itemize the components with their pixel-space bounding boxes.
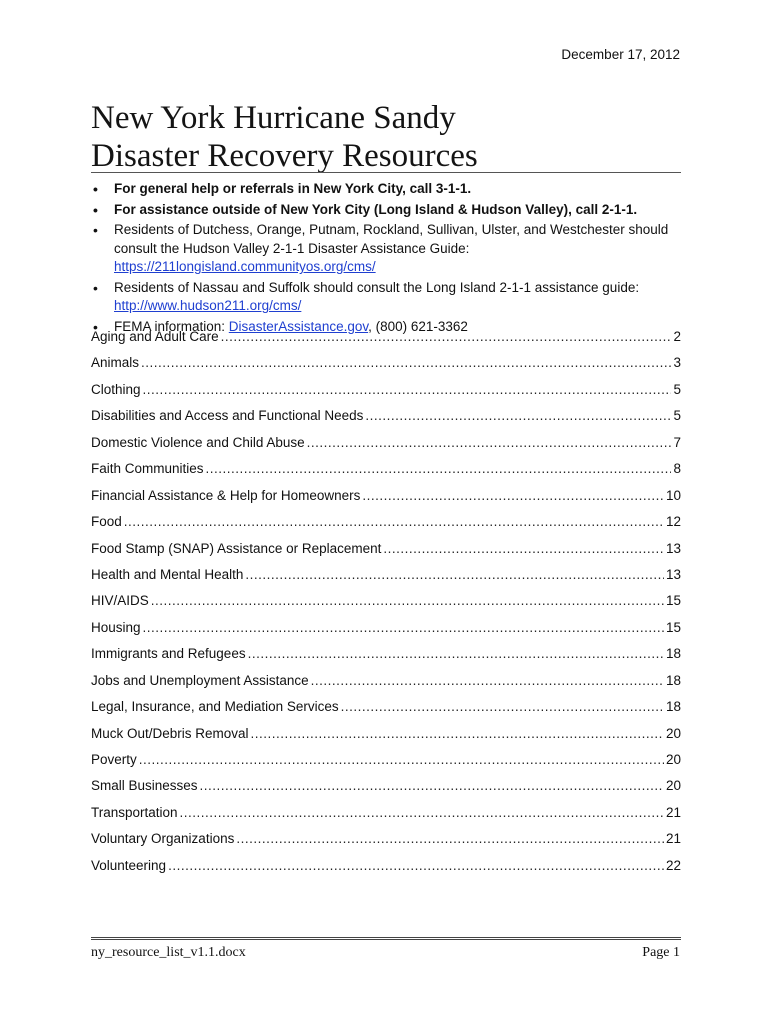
toc-entry[interactable] — [91, 567, 681, 593]
toc-entry-page: 10 — [665, 487, 681, 503]
toc-entry-label: Faith Communities — [91, 461, 204, 477]
toc-entry-label: Health and Mental Health — [91, 566, 244, 582]
toc-entry-label: Transportation — [91, 804, 178, 820]
toc-entry-label: Clothing — [91, 381, 141, 397]
long-island-guide-link[interactable]: http://www.hudson211.org/cms/ — [114, 298, 302, 313]
toc-dot-leader — [236, 831, 664, 846]
toc-entry-label: Volunteering — [91, 857, 167, 873]
toc-entry[interactable] — [91, 541, 681, 567]
toc-entry-page: 21 — [665, 831, 681, 847]
bullet-hudson-valley-text: Residents of Dutchess, Orange, Putnam, Rockland, Sullivan, Ulster, and Westchester should consult the Hudson Valley 2-1-1 Disaster Assistance Guide: — [114, 222, 669, 256]
toc-entry-label: Legal, Insurance, and Mediation Services — [91, 699, 339, 715]
toc-entry[interactable] — [91, 778, 681, 804]
toc-entry-page: 2 — [673, 329, 681, 344]
toc-entry-page: 13 — [665, 540, 681, 556]
bullet-outside-nyc-211: • For assistance outside of New York City (Long Island & Hudson Valley), call 2-1-1. — [91, 201, 681, 220]
toc-dot-leader — [248, 646, 664, 661]
toc-dot-leader — [124, 514, 664, 529]
footer-page-number: Page 1 — [642, 945, 680, 960]
toc-dot-leader — [251, 726, 664, 741]
bullet-long-island-text: Residents of Nassau and Suffolk should consult the Long Island 2-1-1 assistance guide: — [114, 279, 640, 295]
toc-entry[interactable] — [91, 752, 681, 778]
toc-entry[interactable] — [91, 408, 681, 434]
toc-entry-label: Housing — [91, 619, 141, 635]
toc-dot-leader — [307, 435, 672, 450]
toc-entry[interactable] — [91, 620, 681, 646]
toc-entry[interactable] — [91, 488, 681, 514]
toc-entry-label: Voluntary Organizations — [91, 831, 235, 847]
table-of-contents — [91, 329, 681, 884]
footer-filename: ny_resource_list_v1.1.docx — [91, 945, 246, 960]
toc-entry-page: 13 — [665, 566, 681, 582]
toc-entry-page: 3 — [673, 355, 681, 371]
hudson-valley-guide-link[interactable]: https://211longisland.communityos.org/cms/ — [114, 259, 376, 274]
toc-entry-page: 5 — [673, 381, 681, 397]
toc-entry-label: Jobs and Unemployment Assistance — [91, 672, 309, 688]
toc-entry-label: Muck Out/Debris Removal — [91, 725, 249, 741]
toc-entry-page: 5 — [673, 408, 681, 424]
toc-dot-leader — [365, 408, 671, 423]
toc-entry[interactable] — [91, 726, 681, 752]
toc-entry-label: HIV/AIDS — [91, 593, 149, 609]
page-title — [91, 99, 681, 175]
toc-entry-page: 18 — [665, 699, 681, 715]
toc-entry-label: Immigrants and Refugees — [91, 646, 246, 662]
toc-dot-leader — [362, 488, 664, 503]
toc-entry-label: Food Stamp (SNAP) Assistance or Replacement — [91, 540, 382, 556]
toc-entry[interactable] — [91, 673, 681, 699]
help-bullet-list — [91, 180, 681, 338]
toc-entry-page: 21 — [665, 804, 681, 820]
toc-entry[interactable] — [91, 435, 681, 461]
toc-entry[interactable] — [91, 858, 681, 884]
toc-entry-page: 20 — [665, 725, 681, 741]
toc-entry[interactable] — [91, 355, 681, 381]
document-date: December 17, 2012 — [561, 47, 680, 62]
toc-entry[interactable] — [91, 593, 681, 619]
toc-entry[interactable] — [91, 646, 681, 672]
toc-entry[interactable] — [91, 831, 681, 857]
toc-entry-label: Disabilities and Access and Functional Needs — [91, 408, 364, 424]
toc-dot-leader — [168, 858, 664, 873]
toc-entry-label: Poverty — [91, 752, 137, 767]
toc-entry-label: Aging and Adult Care — [91, 329, 219, 344]
toc-entry-label: Domestic Violence and Child Abuse — [91, 434, 305, 450]
toc-entry-page: 22 — [665, 857, 681, 873]
toc-entry[interactable] — [91, 329, 681, 355]
toc-entry-label: Animals — [91, 355, 140, 371]
toc-dot-leader — [180, 805, 664, 820]
toc-entry-label: Small Businesses — [91, 778, 198, 794]
bullet-fema-text: FEMA information: — [114, 318, 229, 334]
toc-entry-page: 12 — [665, 514, 681, 530]
toc-entry[interactable] — [91, 805, 681, 831]
bullet-long-island — [91, 279, 681, 316]
toc-dot-leader — [383, 541, 664, 556]
toc-dot-leader — [221, 329, 672, 344]
toc-dot-leader — [151, 593, 664, 608]
toc-entry-label: Food — [91, 514, 122, 530]
toc-dot-leader — [141, 355, 671, 370]
toc-entry[interactable] — [91, 514, 681, 540]
toc-entry-page: 18 — [665, 646, 681, 662]
toc-dot-leader — [245, 567, 664, 582]
toc-entry-page: 15 — [665, 593, 681, 609]
page-title-line2: Disaster Recovery Resources — [91, 138, 478, 174]
toc-entry-page: 8 — [673, 461, 681, 477]
footer-divider — [91, 937, 681, 943]
fema-phone: , (800) 621-3362 — [368, 318, 468, 334]
toc-dot-leader — [143, 382, 672, 397]
toc-entry-page: 20 — [665, 778, 681, 794]
toc-entry[interactable] — [91, 461, 681, 487]
bullet-hudson-valley — [91, 221, 681, 277]
toc-entry[interactable] — [91, 382, 681, 408]
toc-dot-leader — [206, 461, 672, 476]
toc-entry-label: Financial Assistance & Help for Homeowners — [91, 487, 361, 503]
toc-dot-leader — [341, 699, 664, 714]
title-divider — [91, 172, 681, 173]
bullet-nyc-311: • For general help or referrals in New York City, call 3-1-1. — [91, 180, 681, 199]
toc-dot-leader — [311, 673, 664, 688]
fema-link[interactable]: DisasterAssistance.gov — [228, 318, 369, 334]
toc-entry[interactable] — [91, 699, 681, 725]
toc-entry-page: 15 — [665, 619, 681, 635]
page-title-line1: New York Hurricane Sandy — [91, 100, 456, 136]
toc-dot-leader — [139, 752, 664, 767]
toc-dot-leader — [143, 620, 664, 635]
toc-dot-leader — [200, 778, 664, 793]
toc-entry-page: 7 — [673, 434, 681, 450]
toc-entry-page: 20 — [665, 752, 681, 767]
toc-entry-page: 18 — [665, 672, 681, 688]
